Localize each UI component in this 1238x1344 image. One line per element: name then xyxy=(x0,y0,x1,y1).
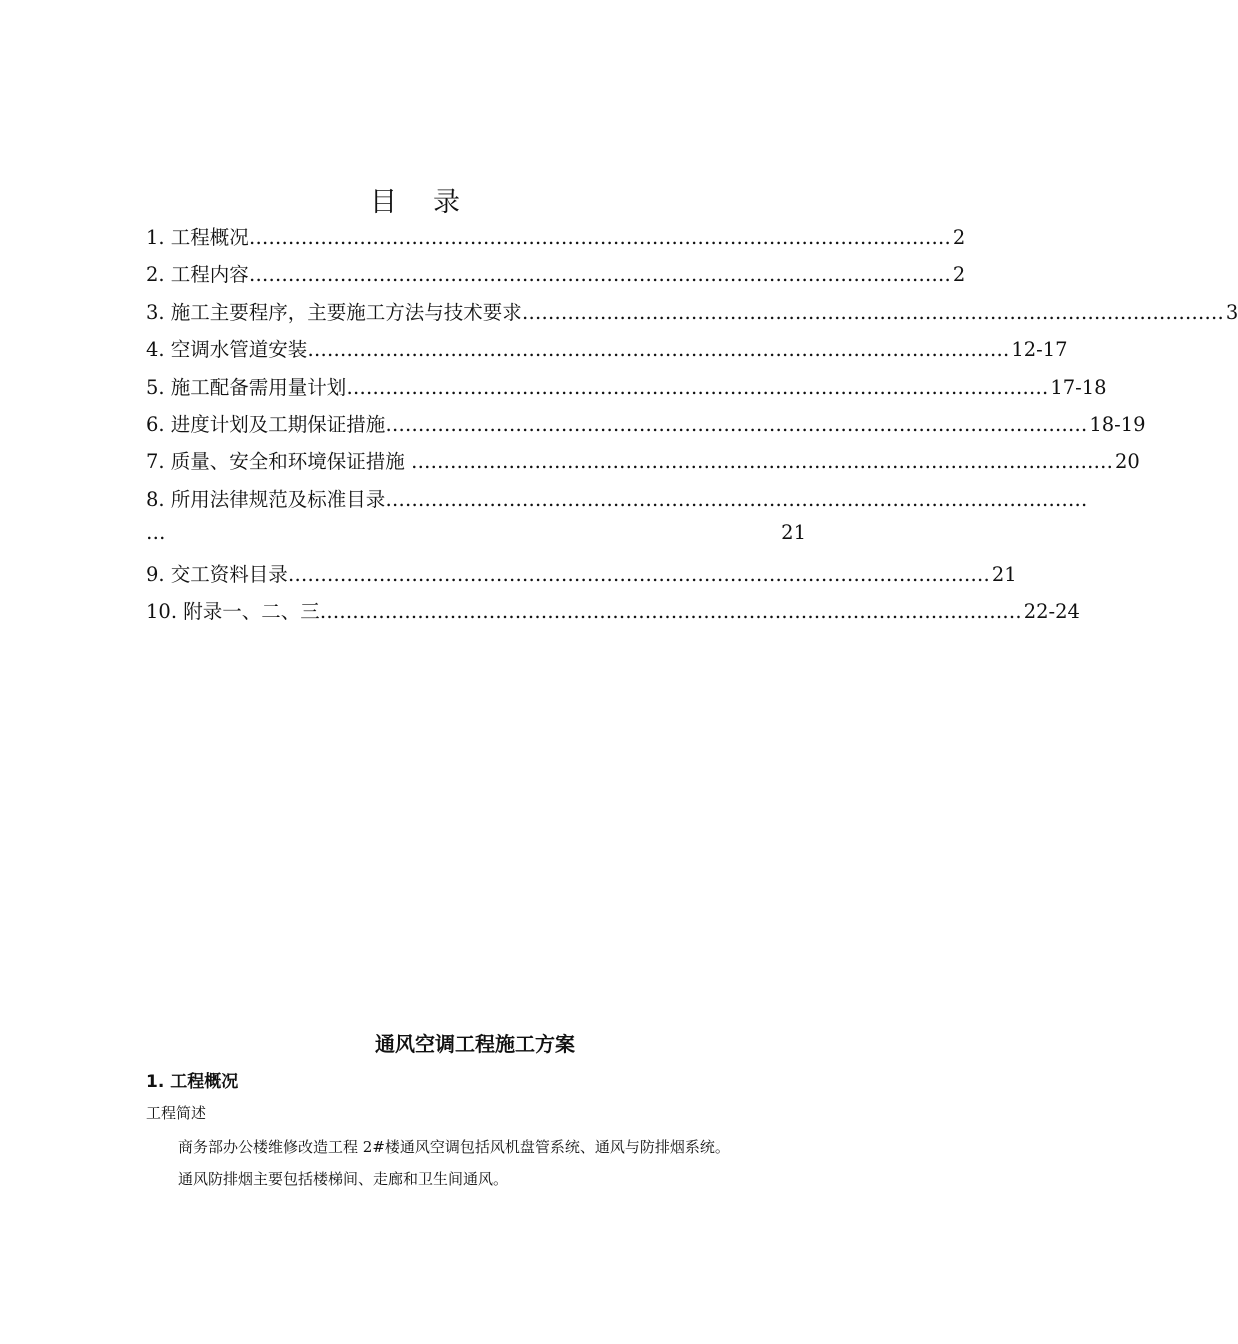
toc-entry-label: 1. 工程概况 xyxy=(146,226,249,249)
toc-entry-page: 2 xyxy=(952,226,966,249)
document-title: 通风空调工程施工方案 xyxy=(375,1032,575,1056)
toc-entry-label: 9. 交工资料目录 xyxy=(146,562,288,586)
toc-entry[interactable] xyxy=(146,409,1146,446)
toc-leader-dots: ……………………………………………………………………………………………… xyxy=(248,226,951,249)
toc-leader-dots: … xyxy=(146,521,166,545)
toc-entry[interactable] xyxy=(146,559,1017,596)
toc-leader-dots: ……………………………………………………………………………………………… xyxy=(521,300,1224,324)
toc-leader-dots: ……………………………………………………………………………………………… xyxy=(287,562,990,586)
toc-entry[interactable] xyxy=(146,596,1080,633)
toc-entry-label: 10. 附录一、二、三 xyxy=(146,599,320,623)
toc-entry-page: 21 xyxy=(991,562,1017,586)
toc-entry-label: 6. 进度计划及工期保证措施 xyxy=(146,412,386,436)
toc-entry[interactable] xyxy=(146,484,1088,521)
toc-entry[interactable] xyxy=(146,334,1068,371)
table-of-contents xyxy=(146,222,1238,633)
toc-leader-dots: ……………………………………………………………………………………………… xyxy=(319,599,1022,623)
section-heading: 1. 工程概况 xyxy=(146,1072,239,1092)
toc-entry-page: 18-19 xyxy=(1089,412,1146,436)
toc-entry-label: 7. 质量、安全和环境保证措施 xyxy=(146,450,405,474)
toc-entry-label: 5. 施工配备需用量计划 xyxy=(146,375,347,399)
toc-entry-page: 20 xyxy=(1115,450,1140,474)
toc-entry[interactable] xyxy=(146,446,1140,483)
toc-title: 目录 xyxy=(370,187,496,218)
toc-entry[interactable] xyxy=(146,222,966,259)
toc-entry-label: 4. 空调水管道安装 xyxy=(146,338,308,362)
toc-leader-dots: ……………………………………………………………………………………………… xyxy=(307,338,1010,362)
toc-entry[interactable] xyxy=(146,297,1238,334)
toc-leader-dots: ……………………………………………………………………………………………… xyxy=(346,375,1049,399)
toc-entry-page: 3 xyxy=(1225,300,1238,324)
toc-entry-page: 22-24 xyxy=(1023,599,1080,623)
toc-entry[interactable] xyxy=(146,259,966,296)
toc-entry-continuation xyxy=(146,521,806,558)
toc-entry-page: 21 xyxy=(781,521,806,545)
toc-entry-label: 2. 工程内容 xyxy=(146,263,249,287)
toc-leader-dots: ……………………………………………………………………………………………… xyxy=(248,263,951,287)
sub-heading: 工程简述 xyxy=(146,1104,207,1122)
toc-entry[interactable] xyxy=(146,372,1107,409)
toc-entry-page: 2 xyxy=(952,263,966,287)
body-paragraph: 通风防排烟主要包括楼梯间、走廊和卫生间通风。 xyxy=(178,1170,509,1188)
toc-leader-dots: ……………………………………………………………………………………………… xyxy=(385,487,1088,511)
toc-leader-dots: ……………………………………………………………………………………………… xyxy=(385,412,1088,436)
toc-entry-label: 8. 所用法律规范及标准目录 xyxy=(146,487,386,511)
toc-leader-dots: ……………………………………………………………………………………………… xyxy=(404,450,1114,474)
toc-entry-page: 12-17 xyxy=(1011,338,1068,362)
body-paragraph: 商务部办公楼维修改造工程 2#楼通风空调包括风机盘管系统、通风与防排烟系统。 xyxy=(178,1138,730,1156)
toc-entry-label: 3. 施工主要程序，主要施工方法与技术要求 xyxy=(146,300,522,324)
toc-entry-page: 17-18 xyxy=(1050,375,1107,399)
